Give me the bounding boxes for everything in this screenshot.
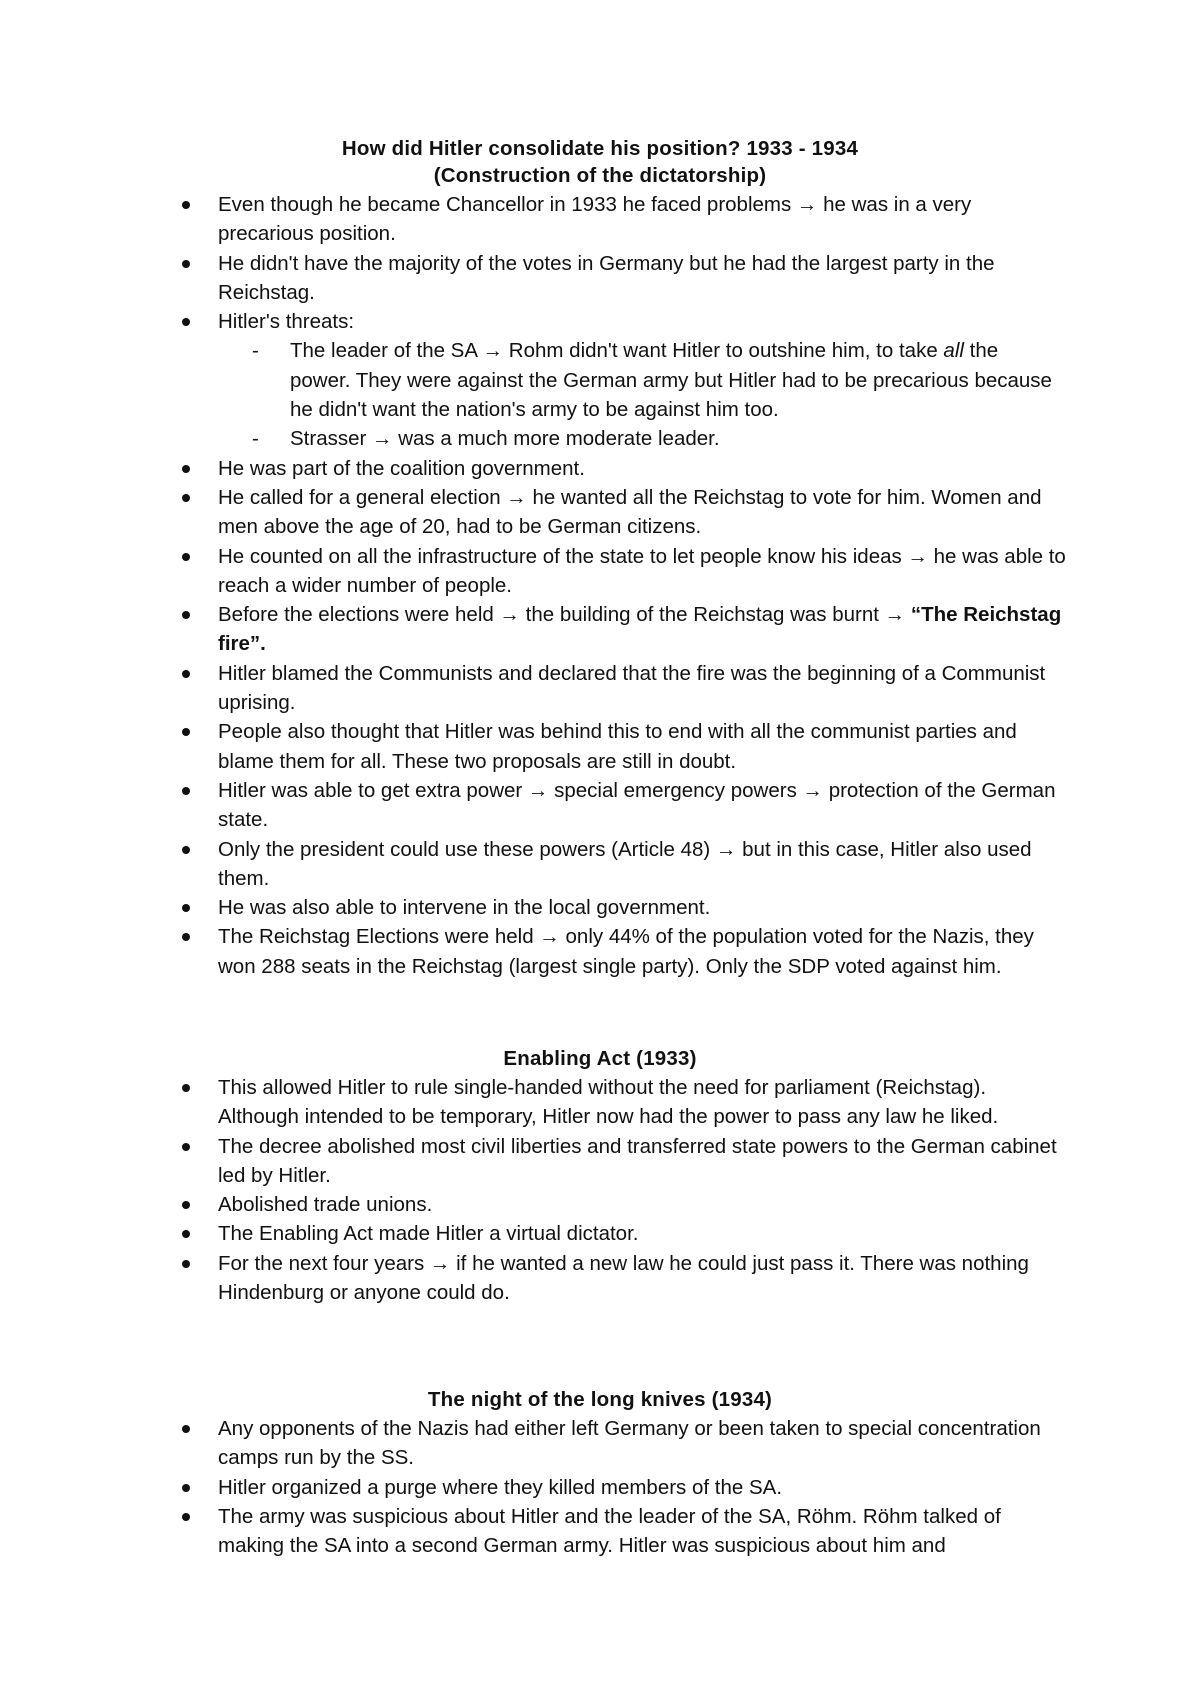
- list-item: [0, 1473, 1068, 1502]
- bullet-icon: [182, 494, 190, 502]
- list-item-text: Hitler was able to get extra power → special emergency powers → protection of the German state.: [218, 778, 1056, 832]
- bullet-icon: [182, 465, 190, 473]
- list-item: [0, 1132, 1068, 1191]
- list-item-text: Only the president could use these powers (Article 48) → but in this case, Hitler also used them.: [218, 837, 1032, 890]
- section-heading-enabling-act: Enabling Act (1933): [503, 1047, 697, 1070]
- sub-list-item: [218, 424, 1060, 453]
- sub-item-text-cont: the power. They were against the German army but Hitler had to be precarious because he didn't want the nation's army to be against him too.: [290, 339, 1052, 422]
- list-item-text: The army was suspicious about Hitler and the leader of the SA, Röhm. Röhm talked of making the SA into a second German army. Hitler was suspicious about him and: [218, 1504, 1001, 1558]
- bullet-icon: [182, 1143, 190, 1151]
- list-item: [0, 893, 1068, 922]
- emphasis-text: all: [943, 339, 964, 363]
- list-item-text: This allowed Hitler to rule single-handed without the need for parliament (Reichstag). Although intended to be temporary, Hitler now had the power to pass any law he liked.: [218, 1076, 999, 1129]
- sub-item-text: The leader of the SA → Rohm didn't want Hitler to outshine him, to take: [290, 339, 944, 363]
- list-item: [0, 600, 1068, 659]
- document-title: How did Hitler consolidate his position? 1933 - 1934: [341, 137, 859, 160]
- list-item-text: Hitler's threats:: [218, 310, 355, 334]
- sub-item-text: Strasser → was a much more moderate leader.: [290, 427, 720, 451]
- list-item-text: He counted on all the infrastructure of the state to let people know his ideas → he was able to reach a wider number of people.: [218, 544, 1066, 597]
- list-item-text: People also thought that Hitler was behind this to end with all the communist parties and blame them for all. These two proposals are still in doubt.: [218, 720, 1017, 773]
- list-item: [0, 1414, 1068, 1473]
- section2-bullet-list: [0, 1073, 1200, 1307]
- list-item: [0, 659, 1068, 718]
- list-item-text: Hitler organized a purge where they killed members of the SA.: [218, 1475, 783, 1499]
- list-item-text: The Reichstag Elections were held → only 44% of the population voted for the Nazis, they won 288 seats in the Reichstag (largest single party). Only the SDP voted against him.: [218, 925, 1034, 978]
- list-item-text: He was also able to intervene in the local government.: [218, 896, 711, 920]
- bullet-icon: [182, 1201, 190, 1209]
- list-item-text: Even though he became Chancellor in 1933 he faced problems → he was in a very precarious position.: [218, 193, 972, 246]
- bullet-icon: [182, 846, 190, 854]
- bullet-icon: [182, 553, 190, 561]
- list-item: [0, 776, 1068, 835]
- list-item: [0, 190, 1068, 249]
- list-item: [0, 717, 1068, 776]
- list-item-text: Any opponents of the Nazis had either left Germany or been taken to special concentration camps run by the SS.: [218, 1417, 1041, 1470]
- list-item: [0, 922, 1068, 981]
- bullet-icon: [182, 933, 190, 941]
- list-item-text: Before the elections were held → the building of the Reichstag was burnt →: [218, 603, 911, 627]
- section1-bullet-list: [0, 190, 1200, 981]
- bullet-icon: [182, 260, 190, 268]
- list-item-text: He called for a general election → he wanted all the Reichstag to vote for him. Women and men above the age of 20, had to be German citizens.: [218, 485, 1042, 539]
- bullet-icon: [182, 670, 190, 678]
- bullet-icon: [182, 728, 190, 736]
- reichstag-fire-bold-text: “The Reichstag fire”.: [218, 603, 1062, 656]
- bullet-icon: [182, 904, 190, 912]
- list-item-text: For the next four years → if he wanted a new law he could just pass it. There was nothing Hindenburg or anyone could do.: [218, 1251, 1029, 1305]
- list-item-text: He was part of the coalition government.: [218, 456, 585, 480]
- sub-list-item: [218, 336, 1060, 424]
- list-item: [0, 835, 1068, 894]
- bullet-icon: [182, 1084, 190, 1092]
- bullet-icon: [182, 1425, 190, 1433]
- bullet-icon: [182, 611, 190, 619]
- list-item-text: The decree abolished most civil liberties and transferred state powers to the German cabinet led by Hitler.: [218, 1134, 1057, 1187]
- bullet-icon: [182, 1230, 190, 1238]
- list-item: [0, 454, 1068, 483]
- bullet-icon: [182, 1484, 190, 1492]
- list-item: [0, 1502, 1068, 1561]
- list-item-text: He didn't have the majority of the votes in Germany but he had the largest party in the Reichstag.: [218, 251, 995, 304]
- dash-icon: -: [252, 339, 259, 363]
- list-item: [0, 1190, 1068, 1219]
- dash-icon: -: [252, 427, 259, 451]
- bullet-icon: [182, 201, 190, 209]
- bullet-icon: [182, 1513, 190, 1521]
- list-item-text: Hitler blamed the Communists and declared that the fire was the beginning of a Communist uprising.: [218, 661, 1046, 715]
- bullet-icon: [182, 318, 190, 326]
- section3-bullet-list: [0, 1414, 1200, 1560]
- bullet-icon: [182, 787, 190, 795]
- list-item: [0, 483, 1068, 542]
- section-heading-long-knives: The night of the long knives (1934): [427, 1388, 773, 1411]
- document-subtitle: (Construction of the dictatorship): [433, 164, 767, 187]
- list-item: [0, 1219, 1068, 1248]
- list-item-text: Abolished trade unions.: [218, 1193, 433, 1217]
- list-item: [0, 249, 1068, 308]
- list-item: [0, 542, 1068, 601]
- list-item: [0, 307, 1068, 453]
- threats-sub-list: [218, 336, 1068, 453]
- list-item-text: The Enabling Act made Hitler a virtual dictator.: [218, 1222, 639, 1246]
- list-item: [0, 1073, 1068, 1132]
- list-item: [0, 1249, 1068, 1308]
- bullet-icon: [182, 1260, 190, 1268]
